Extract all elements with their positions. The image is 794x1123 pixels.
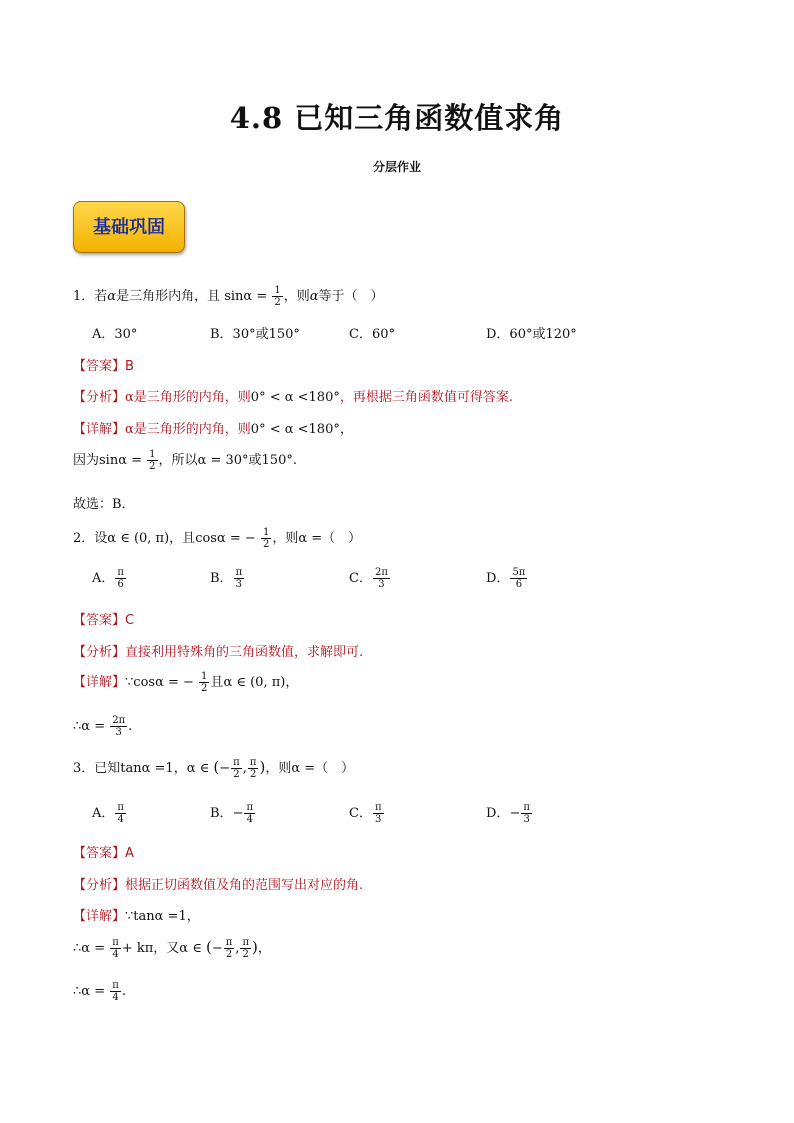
q2-option-a[interactable]: A． $\frac{\pi}{6}$ [92,567,124,590]
fraction: $\frac{1}{2}$ [274,285,281,308]
section-badge: 基础巩固 [73,201,185,253]
q3-analysis: 【分析】根据正切函数值及角的范围写出对应的角. [73,878,364,893]
q3-option-b[interactable]: B．− $\frac{\pi}{4}$ [210,802,254,825]
q3-option-a[interactable]: A． $\frac{\pi}{4}$ [92,802,124,825]
q3-detail: 【详解】∵tanα =1， [73,909,200,924]
page-subtitle: 分层作业 [372,160,421,174]
q1-option-c[interactable]: C．60° [349,327,395,342]
fraction: $\frac{\pi}{4}$ [112,980,119,1003]
q1-analysis: 【分析】α是三角形的内角，则0° < α <180°，再根据三角函数值可得答案. [73,390,513,405]
q1-option-d[interactable]: D．60°或120° [486,327,577,342]
q3-answer: 【答案】A [73,846,134,861]
q2-answer: 【答案】C [73,613,135,628]
question-2-stem: 2．设α ∈ (0, π)，且cosα = − $\frac{1}{2}$ ，则α =（ ） [73,527,362,550]
q2-option-c[interactable]: C． $\frac{2\pi}{3}$ [349,567,388,590]
q2-analysis: 【分析】直接利用特殊角的三角函数值，求解即可. [73,645,364,660]
q1-conclusion: 故选：B． [73,497,135,512]
q1-option-a[interactable]: A．30° [92,327,138,342]
q3-option-d[interactable]: D．− $\frac{\pi}{3}$ [486,802,530,825]
q2-result: ∴α = $\frac{2\pi}{3}$ . [73,715,133,738]
q3-final: ∴α = $\frac{\pi}{4}$ . [73,980,126,1003]
q3-option-c[interactable]: C． $\frac{\pi}{3}$ [349,802,382,825]
q3-step2: ∴α = $\frac{\pi}{4}$ + kπ，又α ∈ (− $\frac{\pi}{2}$ , $\frac{\pi}{2}$ )， [73,937,271,960]
q1-answer: 【答案】B [73,359,134,374]
q2-option-b[interactable]: B． $\frac{\pi}{3}$ [210,567,243,590]
fraction: $\frac{1}{2}$ [201,671,208,694]
fraction: $\frac{2\pi}{3}$ [112,715,126,738]
fraction: $\frac{\pi}{4}$ [112,937,119,960]
question-3-stem: 3．已知tanα =1，α ∈ (− $\frac{\pi}{2}$ , $\frac{\pi}{2}$ )，则α =（ ） [73,757,355,780]
q2-option-d[interactable]: D． $\frac{5\pi}{6}$ [486,567,526,590]
q1-detail-line2: 因为sinα = $\frac{1}{2}$ ，所以α = 30°或150°. [73,449,297,472]
q2-detail: 【详解】∵cosα = − $\frac{1}{2}$ 且α ∈ (0, π)， [73,671,299,694]
fraction: $\frac{1}{2}$ [149,449,156,472]
q1-detail: 【详解】α是三角形的内角，则0° < α <180°， [73,422,353,437]
question-1-stem: 1．若α是三角形内角，且 sinα = $\frac{1}{2}$ ，则α等于（ ） [73,285,384,308]
page-title: 4.8 已知三角函数值求角 [229,101,565,135]
q1-option-b[interactable]: B．30°或150° [210,327,300,342]
fraction: $\frac{1}{2}$ [262,527,270,550]
